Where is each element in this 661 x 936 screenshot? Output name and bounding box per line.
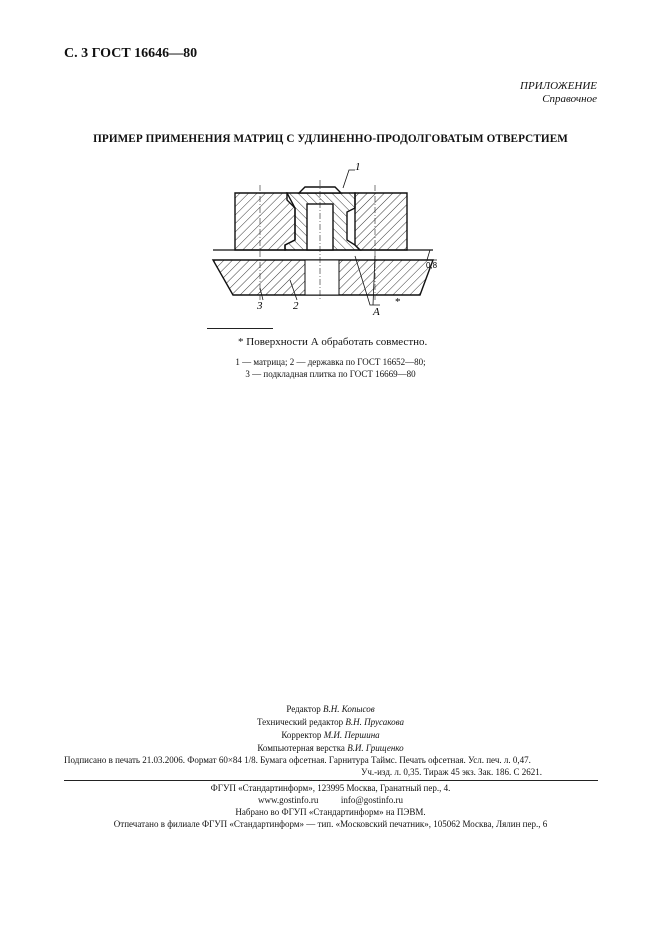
appendix-label	[520, 80, 597, 106]
imprint-block	[64, 754, 597, 778]
legend-line-1: 1 — матрица; 2 — державка по ГОСТ 16652—80;	[235, 357, 426, 367]
base-plate	[213, 250, 433, 295]
footnote-rule	[207, 328, 273, 329]
imprint-rule	[64, 780, 598, 781]
publisher-line-4: Отпечатано в филиале ФГУП «Стандартинформ» — тип. «Московский печатник», 105062 Москва, Лялин пер., 6	[113, 819, 548, 829]
callout-a: A	[373, 306, 380, 318]
publisher-block	[0, 782, 661, 830]
section-title: ПРИМЕР ПРИМЕНЕНИЯ МАТРИЦ С УДЛИНЕННО-ПРОДОЛГОВАТЫМ ОТВЕРСТИЕМ	[93, 133, 568, 145]
publisher-line-1: ФГУП «Стандартинформ», 123995 Москва, Гранатный пер., 4.	[210, 783, 451, 793]
appendix-subtitle: Справочное	[542, 93, 597, 105]
publisher-line-2: www.gostinfo.ru info@gostinfo.ru	[258, 795, 403, 805]
editor-role: Редактор	[286, 704, 321, 714]
publisher-line-3: Набрано во ФГУП «Стандартинформ» на ПЭВМ.	[235, 807, 426, 817]
callout-3: 3	[257, 300, 263, 312]
roughness-value: 0,8	[426, 261, 438, 270]
callout-2: 2	[293, 300, 299, 312]
footnote: * Поверхности А обработать совместно.	[238, 336, 428, 348]
drawing-legend	[0, 356, 661, 380]
tech-editor-name: В.Н. Прусакова	[345, 717, 405, 727]
imprint-line-1: Подписано в печать 21.03.2006. Формат 60×84 1/8. Бумага офсетная. Гарнитура Таймс. Печать офсетная. Усл. печ. л. 0,47.	[64, 755, 531, 765]
layout-name: В.И. Грищенко	[347, 743, 404, 753]
callout-1: 1	[355, 161, 361, 173]
editor-name: В.Н. Копысов	[323, 704, 375, 714]
technical-drawing	[205, 160, 445, 320]
credits-block	[0, 703, 661, 755]
page-header: С. 3 ГОСТ 16646—80	[64, 46, 198, 61]
legend-line-2: 3 — подкладная плитка по ГОСТ 16669—80	[245, 369, 416, 379]
corrector-name: М.И. Першина	[323, 730, 380, 740]
tech-editor-role: Технический редактор	[256, 717, 344, 727]
layout-role: Компьютерная верстка	[257, 743, 345, 753]
die-part	[285, 187, 360, 250]
appendix-title: ПРИЛОЖЕНИЕ	[520, 80, 597, 92]
imprint-line-2: Уч.-изд. л. 0,35. Тираж 45 экз. Зак. 186. С 2621.	[360, 767, 542, 777]
corrector-role: Корректор	[281, 730, 322, 740]
callout-asterisk: *	[395, 296, 401, 308]
